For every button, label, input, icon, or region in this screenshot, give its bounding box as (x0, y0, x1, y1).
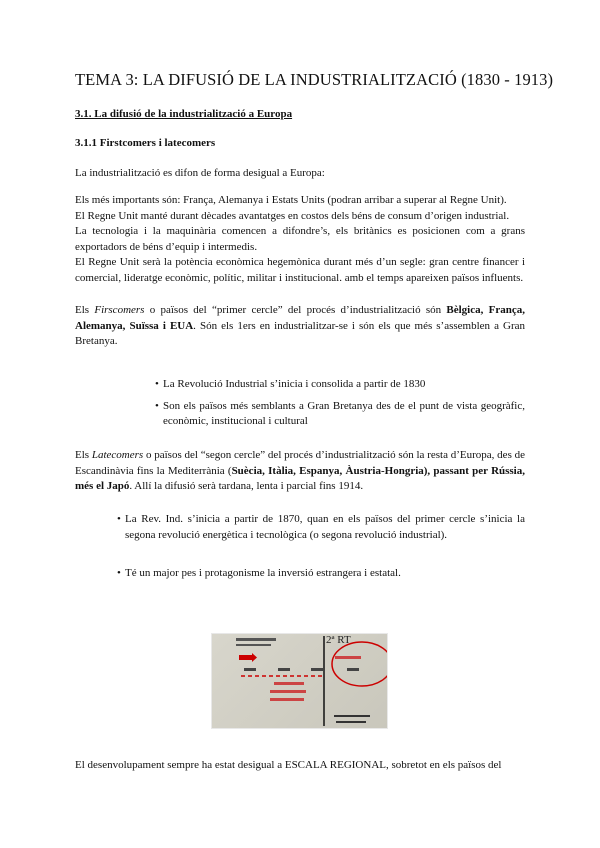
term: Firscomers (94, 304, 145, 316)
point: Els més importants són: França, Alemanya i Estats Units (podran arribar a superar al Regne Unit). (75, 194, 507, 206)
timeline-image (211, 633, 388, 729)
point: El Regne Unit serà la potència econòmica hegemònica durant més d’un segle: gran centre financer i comercial, lideratge econòmic, polític, militar i institucional. amb el temps apareixen països influents. (75, 256, 525, 284)
firstcomers-bullets (155, 377, 525, 430)
figure-label: 2ª RT (326, 634, 351, 646)
bullet: • La Revolució Industrial s’inicia i consolida a partir de 1830 (155, 377, 525, 393)
final-paragraph: El desenvolupament sempre ha estat desigual a ESCALA REGIONAL, sobretot en els països del (75, 759, 502, 771)
bullet: • Té un major pes i protagonisme la inversió estrangera i estatal. (117, 566, 525, 582)
latecomers-paragraph (75, 448, 525, 495)
text: o països del “primer cercle” del procés d’industrialització són (144, 304, 447, 316)
timeline-drawing (212, 634, 387, 728)
subsection-heading: 3.1.1 Firstcomers i latecomers (75, 137, 216, 149)
text: Els (75, 304, 95, 316)
intro-text: La industrialització es difon de forma desigual a Europa: (75, 167, 325, 179)
text: o països del “segon cercle” del procés d’industrialització són la resta d’Europa, des de Escandinàvia fins la Mediterrània ( (75, 449, 526, 477)
section-heading: 3.1. La difusió de la industrialització a Europa (75, 108, 293, 120)
bullet: • La Rev. Ind. s’inicia a partir de 1870, quan en els països del primer cercle s’inicia la segona revolució energètica i tecnològica (o segona revolució industrial). (117, 512, 525, 543)
point: El Regne Unit manté durant dècades avantatges en costos dels béns de consum d’origen industrial. (75, 209, 510, 222)
text: . Allí la difusió serà tardana, lenta i parcial fins 1914. (129, 480, 364, 493)
firstcomers-paragraph (75, 303, 525, 350)
page-title: TEMA 3: LA DIFUSIÓ DE LA INDUSTRIALITZACIÓ (1830 - 1913) (75, 70, 554, 89)
latecomers-bullets (117, 512, 525, 582)
countries: Suècia, Itàlia, Espanya, Àustria-Hongria), passant per Rússia, més el Japó (75, 464, 525, 493)
countries: Bèlgica, França, Alemanya, Suïssa i EUA (75, 304, 525, 332)
point: La tecnologia i la maquinària comencen a difondre’s, els britànics es posicionen com a grans exportadors de béns d’equip i intermedis. (75, 225, 525, 253)
term: Latecomers (91, 449, 144, 461)
text: . Són els 1ers en industrialitzar-se i són els que més s’assemblen a Gran Bretanya. (75, 319, 525, 348)
text: Els (75, 449, 92, 461)
bullet: • Son els països més semblants a Gran Bretanya des de el punt de vista geogràfic, econòmic, institucional i cultural (155, 399, 525, 430)
key-points (75, 193, 525, 287)
